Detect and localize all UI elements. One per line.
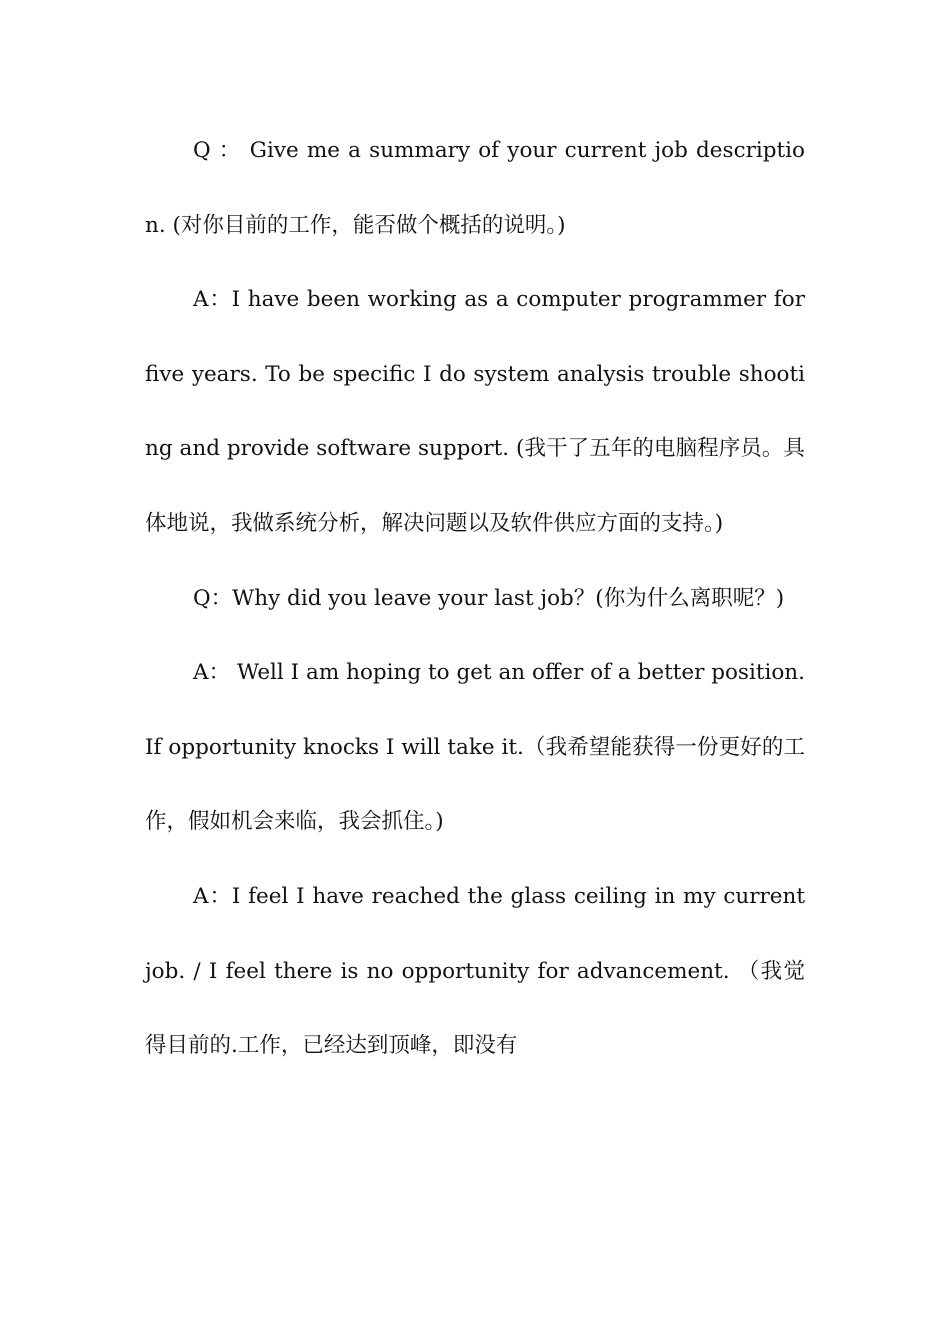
- question-why-leave: Q：Why did you leave your last job？(你为什么离职呢？): [193, 585, 785, 611]
- question-give-summary: Q ： Give me a summary of your current job description. (对你目前的工作，能否做个概括的说明。): [145, 138, 805, 238]
- answer-programmer-five-years: A：I have been working as a computer programmer for five years. To be specific I do system analysis trouble shooting and provide software support. (我干了五年的电脑程序员。具体地说，我做系统分析，解决问题以及软件供应方面的支持。): [145, 287, 805, 536]
- answer-glass-ceiling: A：I feel I have reached the glass ceiling in my current job. / I feel there is no opportunity for advancement. （我觉得目前的.工作，已经达到顶峰，即没有: [145, 883, 805, 1059]
- answer-better-position: A： Well I am hoping to get an offer of a better position. If opportunity knocks I will take it.（我希望能获得一份更好的工作，假如机会来临，我会抓住。): [145, 660, 805, 835]
- document-body: [145, 114, 805, 1084]
